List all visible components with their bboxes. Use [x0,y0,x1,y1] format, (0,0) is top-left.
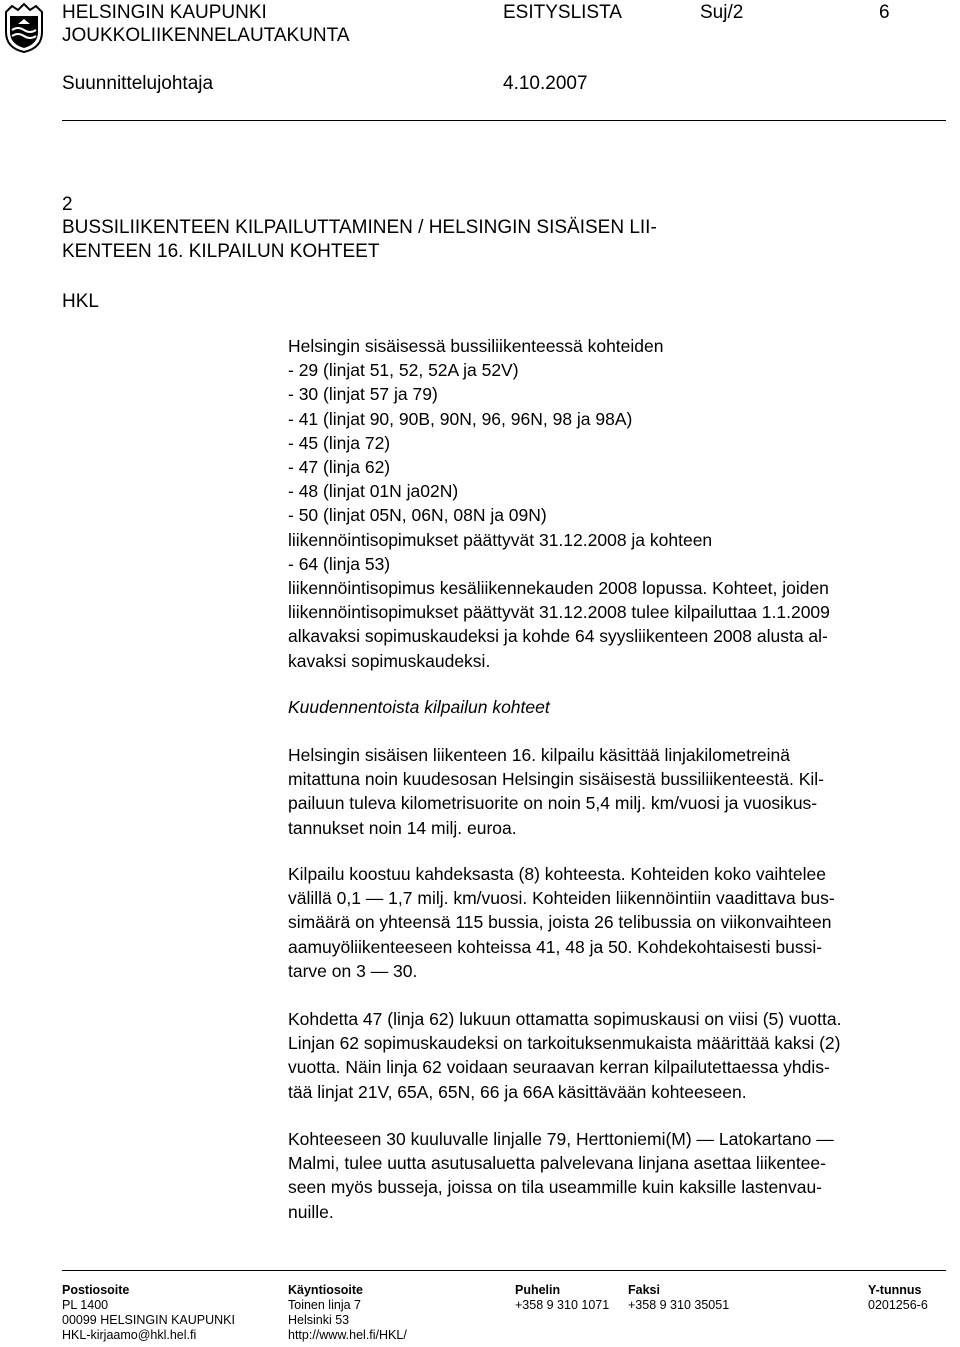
text-line: nuille. [288,1201,334,1222]
paragraph-composition [288,862,835,983]
footer-fax [628,1283,729,1313]
postal-label: Postiosoite [62,1283,130,1297]
paragraph-line-79 [288,1127,834,1224]
text-line: tää linjat 21V, 65A, 65N, 66 ja 66A käsittävään kohteeseen. [288,1081,747,1102]
header-divider [62,120,946,121]
text-line: liikennöintisopimukset päättyvät 31.12.2008 ja kohteen [288,529,713,550]
visit-city: Helsinki 53 [288,1313,350,1327]
fax-number: +358 9 310 35051 [628,1298,730,1312]
document-date: 4.10.2007 [503,73,588,94]
text-line: Helsingin sisäisen liikenteen 16. kilpailu käsittää linjakilometreinä [288,745,790,765]
postal-code-city: 00099 HELSINGIN KAUPUNKI [62,1313,235,1327]
text-line: Helsingin sisäisessä bussiliikenteessä kohteiden [288,336,664,356]
list-item: - 41 (linjat 90, 90B, 90N, 96, 96N, 98 ja 98A) [288,408,633,429]
text-line: välillä 0,1 — 1,7 milj. km/vuosi. Kohteiden liikennöintiin vaadittava bus- [288,888,835,909]
text-line: liikennöintisopimus kesäliikennekauden 2008 lopussa. Kohteet, joiden [288,578,829,599]
list-item: - 48 (linjat 01N ja02N) [288,481,459,502]
text-line: Malmi, tulee uutta asutusaluetta palvelevana linjana asettaa liikentee- [288,1153,826,1174]
text-line: Kilpailu koostuu kahdeksasta (8) kohteesta. Kohteiden koko vaihtelee [288,864,826,884]
text-line: Kohteeseen 30 kuuluvalle linjalle 79, Herttoniemi(M) — Latokartano — [288,1129,834,1149]
business-id-value: 0201256-6 [868,1298,928,1312]
intro-paragraph [288,334,830,673]
footer-divider [62,1270,946,1271]
author-title: Suunnittelujohtaja [62,73,214,94]
section-number: 2 [62,194,73,215]
text-line: tannukset noin 14 milj. euroa. [288,817,517,838]
text-line: kavaksi sopimuskaudeksi. [288,650,491,671]
footer-postal [62,1283,235,1343]
page-number: 6 [879,2,890,23]
visit-street: Toinen linja 7 [288,1298,361,1312]
paragraph-scope [288,743,824,840]
footer-visit [288,1283,407,1343]
list-item: - 47 (linja 62) [288,457,391,478]
helsinki-coat-of-arms-icon [2,2,46,54]
text-line: liikennöintisopimukset päättyvät 31.12.2008 tulee kilpailuttaa 1.1.2009 [288,602,830,623]
website-link[interactable]: http://www.hel.fi/HKL/ [288,1328,407,1342]
section-title-line-1: BUSSILIIKENTEEN KILPAILUTTAMINEN / HELSINGIN SISÄISEN LII- [62,217,657,238]
org-name: HELSINGIN KAUPUNKI [62,2,267,23]
text-line: Linjan 62 sopimuskaudeksi on tarkoituksenmukaista määrittää kaksi (2) [288,1033,841,1054]
list-item: - 45 (linja 72) [288,432,391,453]
phone-number: +358 9 310 1071 [515,1298,610,1312]
business-id-label: Y-tunnus [868,1283,922,1297]
org-committee: JOUKKOLIIKENNELAUTAKUNTA [62,25,350,46]
list-item: - 30 (linjat 57 ja 79) [288,384,438,405]
text-line: vuotta. Näin linja 62 voidaan seuraavan kerran kilpailutettaessa yhdis- [288,1057,830,1078]
fax-label: Faksi [628,1283,660,1297]
footer-business-id [868,1283,928,1313]
postal-box: PL 1400 [62,1298,109,1312]
doc-type: ESITYSLISTA [503,2,622,23]
list-item: - 29 (linjat 51, 52, 52A ja 52V) [288,360,519,381]
text-line: tarve on 3 — 30. [288,960,418,981]
subheading: Kuudennentoista kilpailun kohteet [288,697,550,717]
phone-label: Puhelin [515,1283,561,1297]
footer-phone [515,1283,609,1313]
page-ref: Suj/2 [700,2,744,23]
list-item: - 64 (linja 53) [288,553,391,574]
list-item: - 50 (linjat 05N, 06N, 08N ja 09N) [288,505,547,526]
text-line: aamuyöliikenteeseen kohteissa 41, 48 ja 50. Kohdekohtaisesti bussi- [288,936,823,957]
text-line: simäärä on yhteensä 115 bussia, joista 26 telibussia on viikonvaihteen [288,912,832,933]
text-line: Kohdetta 47 (linja 62) lukuun ottamatta sopimuskausi on viisi (5) vuotta. [288,1009,842,1029]
text-line: pailuun tuleva kilometrisuorite on noin 5,4 milj. km/vuosi ja vuosikus- [288,793,818,814]
paragraph-contract-period [288,1007,842,1104]
text-line: seen myös busseja, joissa on tila useammille kuin kaksille lastenvau- [288,1177,822,1198]
text-line: mitattuna noin kuudesosan Helsingin sisäisestä bussiliikenteestä. Kil- [288,769,824,790]
visit-label: Käyntiosoite [288,1283,364,1297]
text-line: alkavaksi sopimuskaudeksi ja kohde 64 syysliikenteen 2008 alusta al- [288,626,828,647]
department-label: HKL [62,291,99,312]
section-title-line-2: KENTEEN 16. KILPAILUN KOHTEET [62,241,380,262]
email-link[interactable]: HKL-kirjaamo@hkl.hel.fi [62,1328,197,1342]
